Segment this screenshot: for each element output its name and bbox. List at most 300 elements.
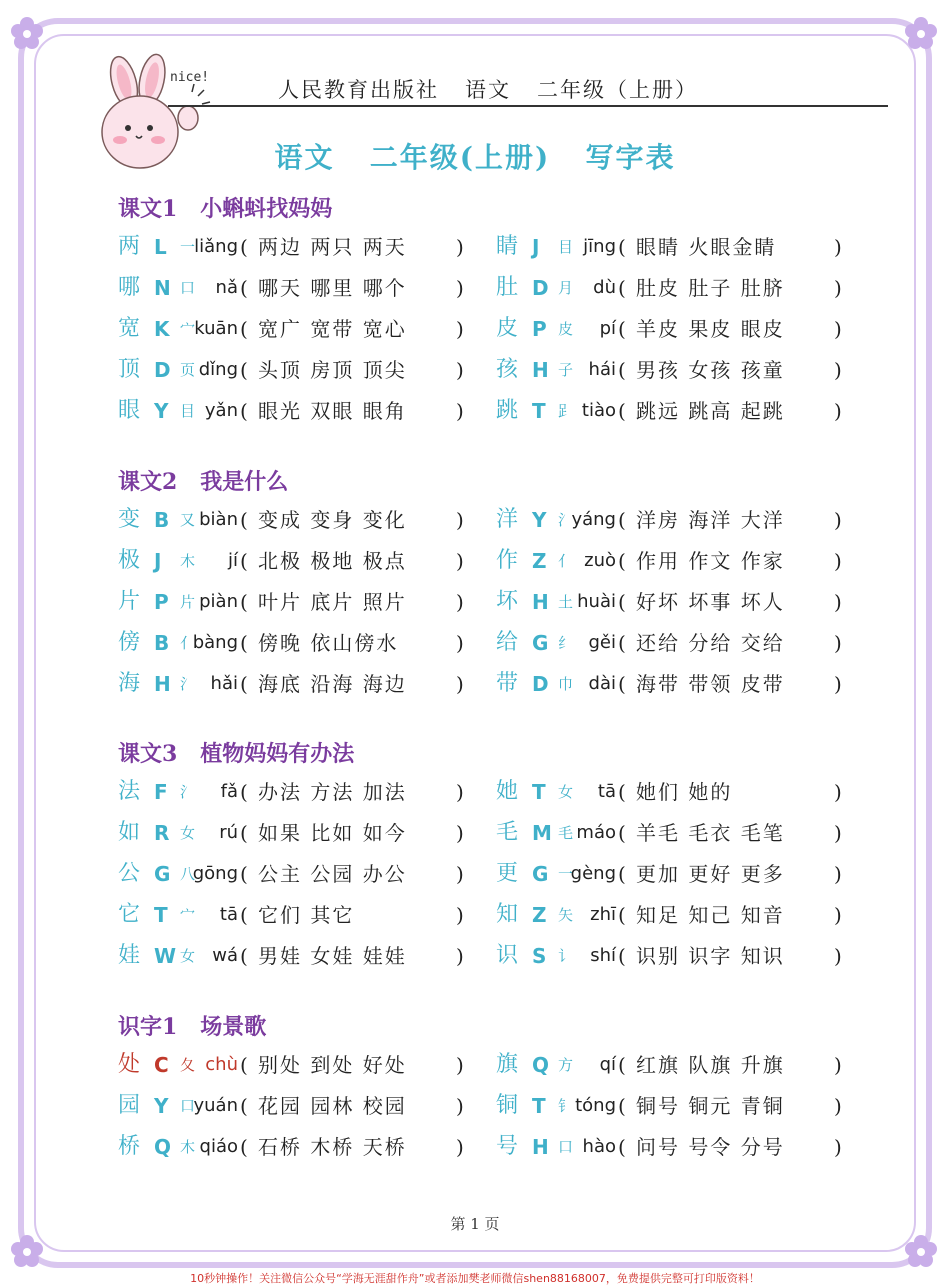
radical: 亻 — [180, 634, 196, 652]
pinyin: pí — [599, 318, 616, 339]
paren-close: ) — [456, 780, 464, 804]
character-entry — [496, 775, 876, 809]
initial-letter: H — [532, 1135, 549, 1159]
radical: 毛 — [558, 824, 574, 842]
initial-letter: T — [154, 903, 168, 927]
pinyin: chù — [205, 1054, 238, 1075]
character-entry — [118, 585, 498, 619]
radical: 子 — [558, 361, 574, 379]
paren-open: ( — [618, 821, 626, 845]
word-list: 海底 沿海 海边 — [258, 672, 407, 696]
character-entry — [496, 898, 876, 932]
paren-close: ) — [834, 1135, 842, 1159]
character-entry — [118, 312, 498, 346]
pinyin: dài — [588, 673, 616, 694]
paren-open: ( — [240, 821, 248, 845]
character-entry — [496, 394, 876, 428]
radical: 月 — [558, 279, 574, 297]
character-entry — [118, 775, 498, 809]
word-list: 铜号 铜元 青铜 — [636, 1094, 785, 1118]
radical: 纟 — [558, 634, 574, 652]
paren-close: ) — [834, 317, 842, 341]
character: 知 — [496, 902, 519, 927]
paren-close: ) — [834, 1053, 842, 1077]
pinyin: nǎ — [215, 277, 238, 298]
paren-close: ) — [456, 508, 464, 532]
character: 极 — [118, 548, 141, 573]
radical: 夂 — [180, 1056, 196, 1074]
section-title: 课文2 我是什么 — [118, 469, 289, 495]
paren-open: ( — [240, 780, 248, 804]
radical: 宀 — [180, 320, 196, 338]
section-title: 课文3 植物妈妈有办法 — [118, 741, 355, 767]
character-entry — [118, 271, 498, 305]
paren-close: ) — [834, 903, 842, 927]
paren-open: ( — [618, 862, 626, 886]
paren-open: ( — [618, 358, 626, 382]
word-list: 男娃 女娃 娃娃 — [258, 944, 407, 968]
flower-icon — [10, 16, 44, 50]
paren-close: ) — [456, 672, 464, 696]
paren-open: ( — [240, 317, 248, 341]
character-entry — [496, 857, 876, 891]
character-entry — [496, 544, 876, 578]
word-list: 头顶 房顶 顶尖 — [258, 358, 407, 382]
word-list: 跳远 跳高 起跳 — [636, 399, 785, 423]
pinyin: fǎ — [220, 781, 238, 802]
pinyin: hái — [588, 359, 616, 380]
character: 眼 — [118, 398, 141, 423]
paren-open: ( — [240, 508, 248, 532]
word-list: 傍晚 依山傍水 — [258, 631, 399, 655]
pinyin: kuān — [194, 318, 238, 339]
pinyin: zuò — [584, 550, 616, 571]
character-entry — [118, 1130, 498, 1164]
radical: 片 — [180, 593, 196, 611]
word-list: 她们 她的 — [636, 780, 733, 804]
initial-letter: D — [532, 672, 549, 696]
paren-close: ) — [456, 1094, 464, 1118]
paren-close: ) — [456, 631, 464, 655]
paren-open: ( — [240, 358, 248, 382]
character-entry — [496, 271, 876, 305]
initial-letter: T — [532, 780, 546, 804]
paren-close: ) — [834, 944, 842, 968]
character-entry — [118, 1048, 498, 1082]
word-list: 羊毛 毛衣 毛笔 — [636, 821, 785, 845]
footer-note: 10秒钟操作！关注微信公众号“学海无涯甜作舟”或者添加樊老师微信shen88168007，免费提供完整可打印版资料！ — [190, 1272, 760, 1285]
radical: 土 — [558, 593, 574, 611]
initial-letter: S — [532, 944, 547, 968]
paren-close: ) — [456, 590, 464, 614]
paren-open: ( — [240, 903, 248, 927]
word-list: 办法 方法 加法 — [258, 780, 407, 804]
radical: 女 — [180, 947, 196, 965]
pinyin: hǎi — [210, 673, 238, 694]
character: 公 — [118, 861, 141, 886]
radical: 𧾷 — [558, 402, 574, 420]
character-entry — [118, 1089, 498, 1123]
word-list: 作用 作文 作家 — [636, 549, 785, 573]
pinyin: shí — [590, 945, 616, 966]
character: 海 — [118, 671, 141, 696]
radical: 木 — [180, 552, 196, 570]
word-list: 石桥 木桥 天桥 — [258, 1135, 407, 1159]
initial-letter: L — [154, 235, 167, 259]
paren-open: ( — [240, 944, 248, 968]
word-list: 肚皮 肚子 肚脐 — [636, 276, 785, 300]
initial-letter: K — [154, 317, 170, 341]
page-number: 第 1 页 — [450, 1215, 500, 1233]
radical: 讠 — [558, 947, 574, 965]
pinyin: wá — [212, 945, 238, 966]
paren-close: ) — [834, 508, 842, 532]
paren-open: ( — [618, 1053, 626, 1077]
character: 她 — [496, 779, 519, 804]
radical: 亻 — [558, 552, 574, 570]
radical: 又 — [180, 511, 196, 529]
pinyin: tiào — [581, 400, 616, 421]
pinyin: jīng — [583, 236, 616, 257]
radical: 宀 — [180, 906, 196, 924]
character: 肚 — [496, 275, 519, 300]
character-entry — [496, 353, 876, 387]
pinyin: tā — [597, 781, 616, 802]
word-list: 如果 比如 如今 — [258, 821, 407, 845]
character: 处 — [118, 1052, 141, 1077]
character: 跳 — [496, 398, 519, 423]
character: 孩 — [496, 357, 519, 382]
word-list: 变成 变身 变化 — [258, 508, 407, 532]
paren-open: ( — [618, 317, 626, 341]
radical: 氵 — [180, 675, 196, 693]
radical: 口 — [180, 1097, 196, 1115]
character: 它 — [118, 902, 141, 927]
word-list: 花园 园林 校园 — [258, 1094, 407, 1118]
character: 宽 — [118, 316, 141, 341]
paren-open: ( — [618, 944, 626, 968]
word-list: 宽广 宽带 宽心 — [258, 317, 407, 341]
pinyin: liǎng — [194, 236, 238, 257]
paren-open: ( — [618, 399, 626, 423]
paren-close: ) — [456, 399, 464, 423]
word-list: 海带 带领 皮带 — [636, 672, 785, 696]
paren-close: ) — [834, 590, 842, 614]
initial-letter: H — [154, 672, 171, 696]
paren-close: ) — [834, 399, 842, 423]
paren-open: ( — [240, 1053, 248, 1077]
initial-letter: R — [154, 821, 170, 845]
pinyin: piàn — [199, 591, 238, 612]
radical: 目 — [180, 402, 196, 420]
radical: 矢 — [558, 906, 574, 924]
word-list: 两边 两只 两天 — [258, 235, 407, 259]
paren-open: ( — [240, 1094, 248, 1118]
initial-letter: Q — [532, 1053, 550, 1077]
initial-letter: F — [154, 780, 168, 804]
character-entry — [118, 667, 498, 701]
paren-open: ( — [618, 276, 626, 300]
radical: 皮 — [558, 320, 574, 338]
paren-open: ( — [240, 590, 248, 614]
character-entry — [118, 544, 498, 578]
character: 号 — [496, 1134, 519, 1159]
flower-icon — [904, 1234, 938, 1268]
word-list: 叶片 底片 照片 — [258, 590, 407, 614]
word-list: 更加 更好 更多 — [636, 862, 785, 886]
character: 给 — [496, 630, 519, 655]
paren-open: ( — [618, 235, 626, 259]
character-entry — [496, 585, 876, 619]
radical: 八 — [180, 865, 196, 883]
character: 如 — [118, 820, 141, 845]
character: 洋 — [496, 507, 519, 532]
initial-letter: J — [532, 235, 540, 259]
character: 哪 — [118, 275, 141, 300]
word-list: 还给 分给 交给 — [636, 631, 785, 655]
character-entry — [496, 230, 876, 264]
radical: 钅 — [558, 1097, 574, 1115]
character-entry — [496, 312, 876, 346]
character: 带 — [496, 671, 519, 696]
paren-open: ( — [618, 780, 626, 804]
word-list: 哪天 哪里 哪个 — [258, 276, 407, 300]
character-entry — [118, 939, 498, 973]
paren-open: ( — [618, 1135, 626, 1159]
pinyin: gèng — [570, 863, 616, 884]
word-list: 男孩 女孩 孩童 — [636, 358, 785, 382]
initial-letter: D — [154, 358, 171, 382]
initial-letter: J — [154, 549, 162, 573]
paren-open: ( — [240, 631, 248, 655]
paren-close: ) — [456, 358, 464, 382]
initial-letter: G — [154, 862, 171, 886]
initial-letter: M — [532, 821, 552, 845]
paren-open: ( — [618, 631, 626, 655]
character-entry — [496, 1089, 876, 1123]
initial-letter: H — [532, 358, 549, 382]
nice-badge: nice! — [170, 70, 210, 85]
character: 睛 — [496, 234, 519, 259]
initial-letter: Y — [154, 1094, 169, 1118]
character-entry — [118, 816, 498, 850]
radical: 页 — [180, 361, 196, 379]
paren-close: ) — [834, 862, 842, 886]
character-entry — [118, 394, 498, 428]
initial-letter: C — [154, 1053, 169, 1077]
initial-letter: N — [154, 276, 171, 300]
paren-open: ( — [240, 862, 248, 886]
page-title: 语文 二年级(上册) 写字表 — [274, 141, 676, 174]
paren-open: ( — [618, 508, 626, 532]
pinyin: máo — [576, 822, 616, 843]
pinyin: yuán — [193, 1095, 238, 1116]
pinyin: rú — [219, 822, 238, 843]
radical: 方 — [558, 1056, 574, 1074]
character: 桥 — [118, 1134, 141, 1159]
word-list: 红旗 队旗 升旗 — [636, 1053, 785, 1077]
character-entry — [118, 898, 498, 932]
pinyin: gěi — [588, 632, 616, 653]
paren-open: ( — [240, 399, 248, 423]
character: 旗 — [496, 1052, 519, 1077]
pinyin: biàn — [199, 509, 238, 530]
initial-letter: T — [532, 1094, 546, 1118]
flower-icon — [10, 1234, 44, 1268]
character: 两 — [118, 234, 141, 259]
initial-letter: Z — [532, 903, 547, 927]
paren-open: ( — [618, 903, 626, 927]
character-entry — [496, 816, 876, 850]
character: 傍 — [118, 630, 141, 655]
character: 变 — [118, 507, 141, 532]
radical: 巾 — [558, 675, 574, 693]
word-list: 眼睛 火眼金睛 — [636, 235, 777, 259]
initial-letter: Y — [154, 399, 169, 423]
word-list: 知足 知己 知音 — [636, 903, 785, 927]
initial-letter: Y — [532, 508, 547, 532]
radical: 目 — [558, 238, 574, 256]
paren-close: ) — [834, 821, 842, 845]
paren-close: ) — [834, 631, 842, 655]
pinyin: qiáo — [199, 1136, 238, 1157]
initial-letter: D — [532, 276, 549, 300]
paren-open: ( — [240, 549, 248, 573]
character-entry — [496, 1048, 876, 1082]
paren-close: ) — [456, 1135, 464, 1159]
pinyin: yáng — [571, 509, 616, 530]
paren-close: ) — [456, 235, 464, 259]
paren-open: ( — [618, 1094, 626, 1118]
radical: 氵 — [180, 783, 196, 801]
word-list: 别处 到处 好处 — [258, 1053, 407, 1077]
paren-open: ( — [240, 235, 248, 259]
character: 毛 — [496, 820, 519, 845]
paren-close: ) — [834, 358, 842, 382]
character: 顶 — [118, 357, 141, 382]
paren-close: ) — [834, 1094, 842, 1118]
paren-open: ( — [240, 672, 248, 696]
pinyin: bàng — [192, 632, 238, 653]
initial-letter: T — [532, 399, 546, 423]
word-list: 羊皮 果皮 眼皮 — [636, 317, 785, 341]
section-title: 课文1 小蝌蚪找妈妈 — [118, 196, 333, 222]
paren-close: ) — [456, 821, 464, 845]
paren-close: ) — [834, 549, 842, 573]
paren-close: ) — [456, 903, 464, 927]
pinyin: gōng — [192, 863, 238, 884]
initial-letter: H — [532, 590, 549, 614]
paren-close: ) — [456, 317, 464, 341]
initial-letter: B — [154, 508, 170, 532]
character: 片 — [118, 589, 141, 614]
word-list: 好坏 坏事 坏人 — [636, 590, 785, 614]
radical: 氵 — [558, 511, 574, 529]
pinyin: tā — [219, 904, 238, 925]
initial-letter: Z — [532, 549, 547, 573]
pinyin: qí — [599, 1054, 616, 1075]
paren-close: ) — [834, 276, 842, 300]
paren-close: ) — [834, 235, 842, 259]
character-entry — [496, 667, 876, 701]
paren-close: ) — [456, 276, 464, 300]
character-entry — [118, 230, 498, 264]
radical: 女 — [558, 783, 574, 801]
initial-letter: W — [154, 944, 177, 968]
publisher-header: 人民教育出版社 语文 二年级（上册） — [278, 78, 699, 102]
word-list: 洋房 海洋 大洋 — [636, 508, 785, 532]
character: 娃 — [118, 943, 141, 968]
character-entry — [496, 626, 876, 660]
paren-close: ) — [834, 672, 842, 696]
pinyin: zhī — [590, 904, 616, 925]
paren-open: ( — [240, 276, 248, 300]
word-list: 眼光 双眼 眼角 — [258, 399, 407, 423]
paren-open: ( — [240, 1135, 248, 1159]
word-list: 识别 识字 知识 — [636, 944, 785, 968]
initial-letter: Q — [154, 1135, 172, 1159]
character-entry — [496, 503, 876, 537]
pinyin: dù — [593, 277, 616, 298]
character: 皮 — [496, 316, 519, 341]
initial-letter: B — [154, 631, 170, 655]
word-list: 北极 极地 极点 — [258, 549, 407, 573]
radical: 口 — [180, 279, 196, 297]
section-title: 识字1 场景歌 — [118, 1014, 267, 1040]
pinyin: huài — [577, 591, 616, 612]
paren-close: ) — [456, 862, 464, 886]
header-divider — [168, 105, 888, 107]
character: 更 — [496, 861, 519, 886]
word-list: 它们 其它 — [258, 903, 355, 927]
radical: 女 — [180, 824, 196, 842]
character-entry — [118, 626, 498, 660]
character-entry — [118, 353, 498, 387]
initial-letter: G — [532, 862, 549, 886]
radical: 口 — [558, 1138, 574, 1156]
character: 坏 — [496, 589, 519, 614]
paren-close: ) — [456, 944, 464, 968]
initial-letter: G — [532, 631, 549, 655]
character-entry — [118, 857, 498, 891]
pinyin: hào — [582, 1136, 616, 1157]
word-list: 公主 公园 办公 — [258, 862, 407, 886]
character: 铜 — [496, 1093, 519, 1118]
flower-icon — [904, 16, 938, 50]
pinyin: dǐng — [198, 359, 238, 380]
character-entry — [496, 1130, 876, 1164]
character: 识 — [496, 943, 519, 968]
radical: 木 — [180, 1138, 196, 1156]
pinyin: jí — [227, 550, 238, 571]
paren-close: ) — [456, 549, 464, 573]
character: 法 — [118, 779, 141, 804]
character: 园 — [118, 1093, 141, 1118]
character-entry — [118, 503, 498, 537]
radical: 一 — [180, 238, 196, 256]
character-entry — [496, 939, 876, 973]
paren-open: ( — [618, 672, 626, 696]
paren-open: ( — [618, 549, 626, 573]
pinyin: yǎn — [204, 400, 238, 421]
paren-close: ) — [834, 780, 842, 804]
radical: 一 — [558, 865, 574, 883]
initial-letter: P — [532, 317, 547, 341]
character: 作 — [496, 548, 519, 573]
word-list: 问号 号令 分号 — [636, 1135, 785, 1159]
paren-close: ) — [456, 1053, 464, 1077]
paren-open: ( — [618, 590, 626, 614]
